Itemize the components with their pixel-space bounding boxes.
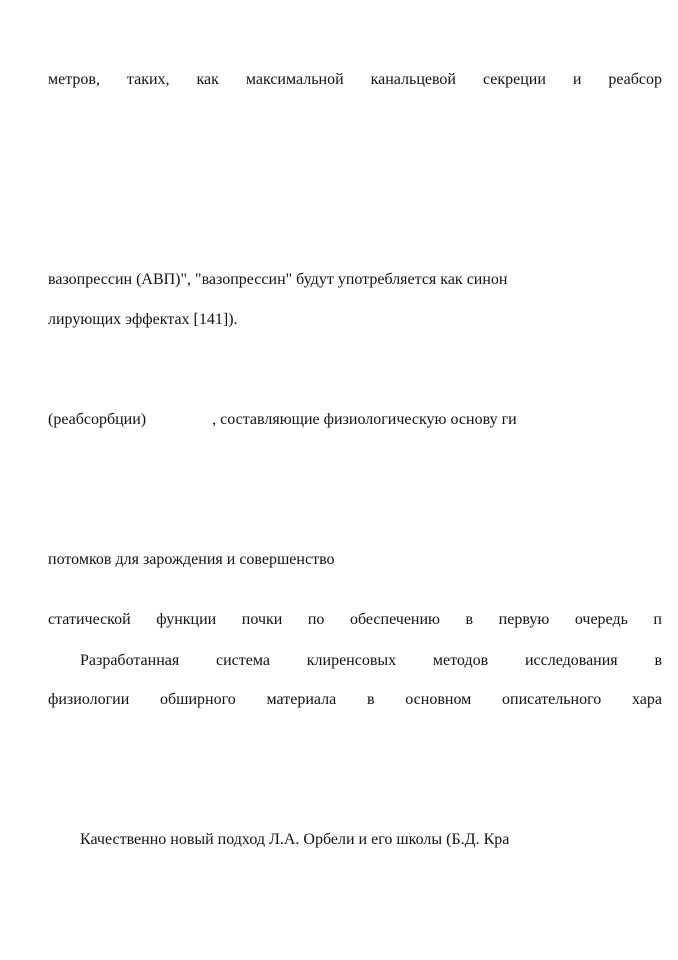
text-line: лирующих эффектах [141]).	[48, 311, 238, 328]
text-line: Разработанная система клиренсовых методов исследования в	[80, 652, 662, 669]
text-line: вазопрессин (АВП)", "вазопрессин" будут употребляется как синон	[48, 271, 508, 288]
text-line-split	[48, 410, 662, 430]
text-line: метров, таких, как максимальной канальцевой секреции и реабсор	[48, 71, 662, 88]
text-line: физиологии обширного материала в основном описательного хара	[48, 691, 662, 708]
text-fragment: (реабсорбции)	[48, 411, 147, 428]
text-line: Качественно новый подход Л.А. Орбели и его школы (Б.Д. Кра	[80, 831, 510, 848]
text-fragment: , составляющие физиологическую основу ги	[212, 411, 517, 428]
text-line: статической функции почки по обеспечению в первую очередь п	[48, 611, 662, 628]
text-line: потомков для зарождения и совершенство	[48, 551, 335, 568]
